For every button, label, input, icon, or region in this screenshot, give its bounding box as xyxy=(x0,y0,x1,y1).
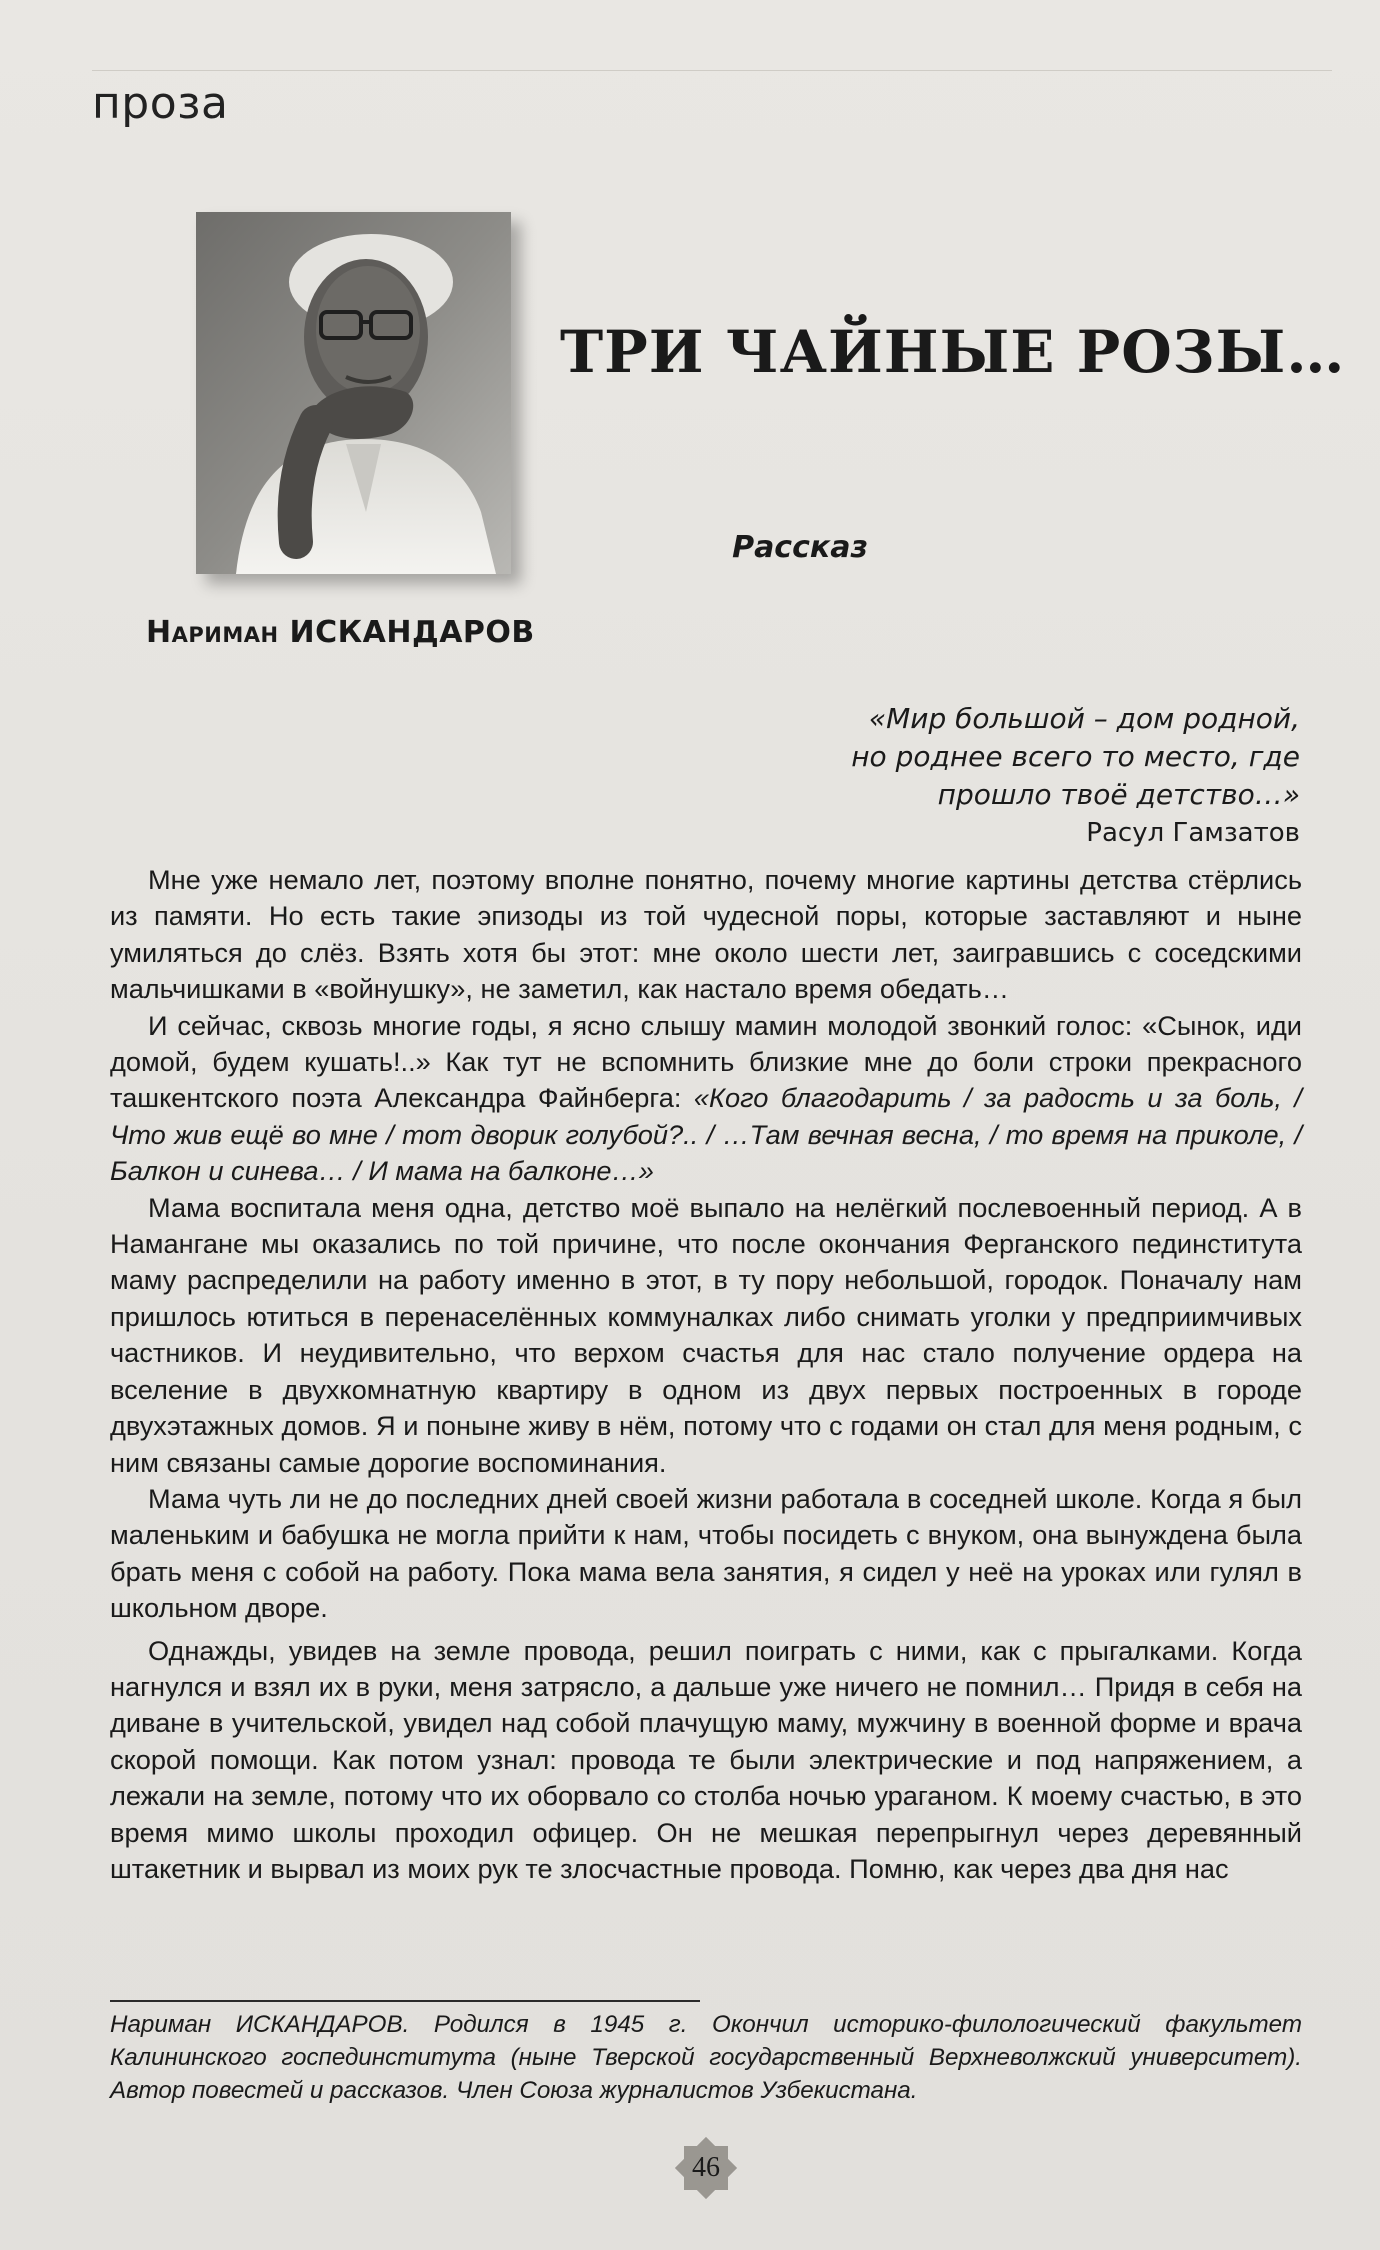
paragraph: Мне уже немало лет, поэтому вполне понятно, почему многие картины детства стёрлись из памяти. Но есть такие эпизоды из той чудесной поры, которые заставляют и ныне умиляться до слёз. Взять хотя бы этот: мне около шести лет, заигравшись с соседскими мальчишками в «войнушку», не заметил, как настало время обедать… xyxy=(110,864,1302,1005)
header-rule xyxy=(92,70,1332,71)
author-footnote: Нариман ИСКАНДАРОВ. Родился в 1945 г. Окончил историко-филологический факультет Калининского госпединститута (ныне Тверской государственный Верхневолжский университет). Автор повестей и рассказов. Член Союза журналистов Узбекистана. xyxy=(110,2011,1302,2104)
epigraph-line-1: «Мир большой – дом родной, xyxy=(868,702,1300,735)
paragraph: Мама воспитала меня одна, детство моё выпало на нелёгкий послевоенный период. А в Намангане мы оказались по той причине, что после окончания Ферганского пединститута маму распределили на работу именно в этот, в ту пору небольшой, городок. Поначалу нам пришлось ютиться в перенаселённых коммуналках либо снимать уголки у предприимчивых частников. И неудивительно, что верхом счастья для нас стало получение ордера на вселение в двухкомнатную квартиру в одном из двух первых построенных в городе двухэтажных домов. Я и поныне живу в нём, потому что с годами он стал для меня родным, с ним связаны самые дорогие воспоминания. xyxy=(110,1191,1302,1478)
author-name xyxy=(146,615,535,650)
poem-quote: «Кого благодарить / за радость и за боль, / Что жив ещё во мне / тот дворик голубой?.. / …Там вечная весна, / то время на приколе, / Балкон и синева… / И мама на балконе…» xyxy=(110,1082,1302,1187)
author-first-name: Нариман xyxy=(146,615,279,650)
epigraph-line-3: прошло твоё детство…» xyxy=(937,778,1300,811)
author-last-name: ИСКАНДАРОВ xyxy=(289,615,535,650)
page-number: 46 xyxy=(692,2152,720,2183)
epigraph-author: Расул Гамзатов xyxy=(1086,818,1300,848)
paragraph-text: И сейчас, сквозь многие годы, я ясно слышу мамин молодой звонкий голос: «Сынок, иди домой, будем кушать!..» Как тут не вспомнить близкие мне до боли строки прекрасного ташкентского поэта Александра Файнберга: xyxy=(110,1009,1302,1114)
author-portrait-image xyxy=(196,212,511,574)
epigraph-line-2: но роднее всего то место, где xyxy=(851,740,1300,773)
paragraph xyxy=(110,1008,1302,1190)
epigraph xyxy=(760,700,1300,814)
footnote-rule xyxy=(110,2000,700,2002)
page-number-badge xyxy=(670,2132,742,2204)
section-label: проза xyxy=(92,78,229,129)
article-body xyxy=(110,862,1302,1887)
article-genre: Рассказ xyxy=(732,530,868,565)
paragraph: Мама чуть ли не до последних дней своей жизни работала в соседней школе. Когда я был маленьким и бабушка не могла прийти к нам, чтобы посидеть с внуком, она вынуждена была брать меня с собой на работу. Пока мама вела занятия, я сидел у неё на уроках или гулял в школьном дворе. xyxy=(110,1482,1302,1624)
paragraph: Однажды, увидев на земле провода, решил поиграть с ними, как с прыгалками. Когда нагнулся и взял их в руки, меня затрясло, а дальше уже ничего не помнил… Придя в себя на диване в учительской, увидел над собой плачущую маму, мужчину в военной форме и врача скорой помощи. Как потом узнал: провода те были электрические и под напряжением, а лежали на земле, потому что их оборвало со столба ночью ураганом. К моему счастью, в это время мимо школы проходил офицер. Он не мешкая перепрыгнул через деревянный штакетник и вырвал из моих рук те злосчастные провода. Помню, как через два дня нас xyxy=(110,1634,1302,1884)
article-title: ТРИ ЧАЙНЫЕ РОЗЫ… xyxy=(560,318,1346,386)
author-photo xyxy=(196,212,511,574)
